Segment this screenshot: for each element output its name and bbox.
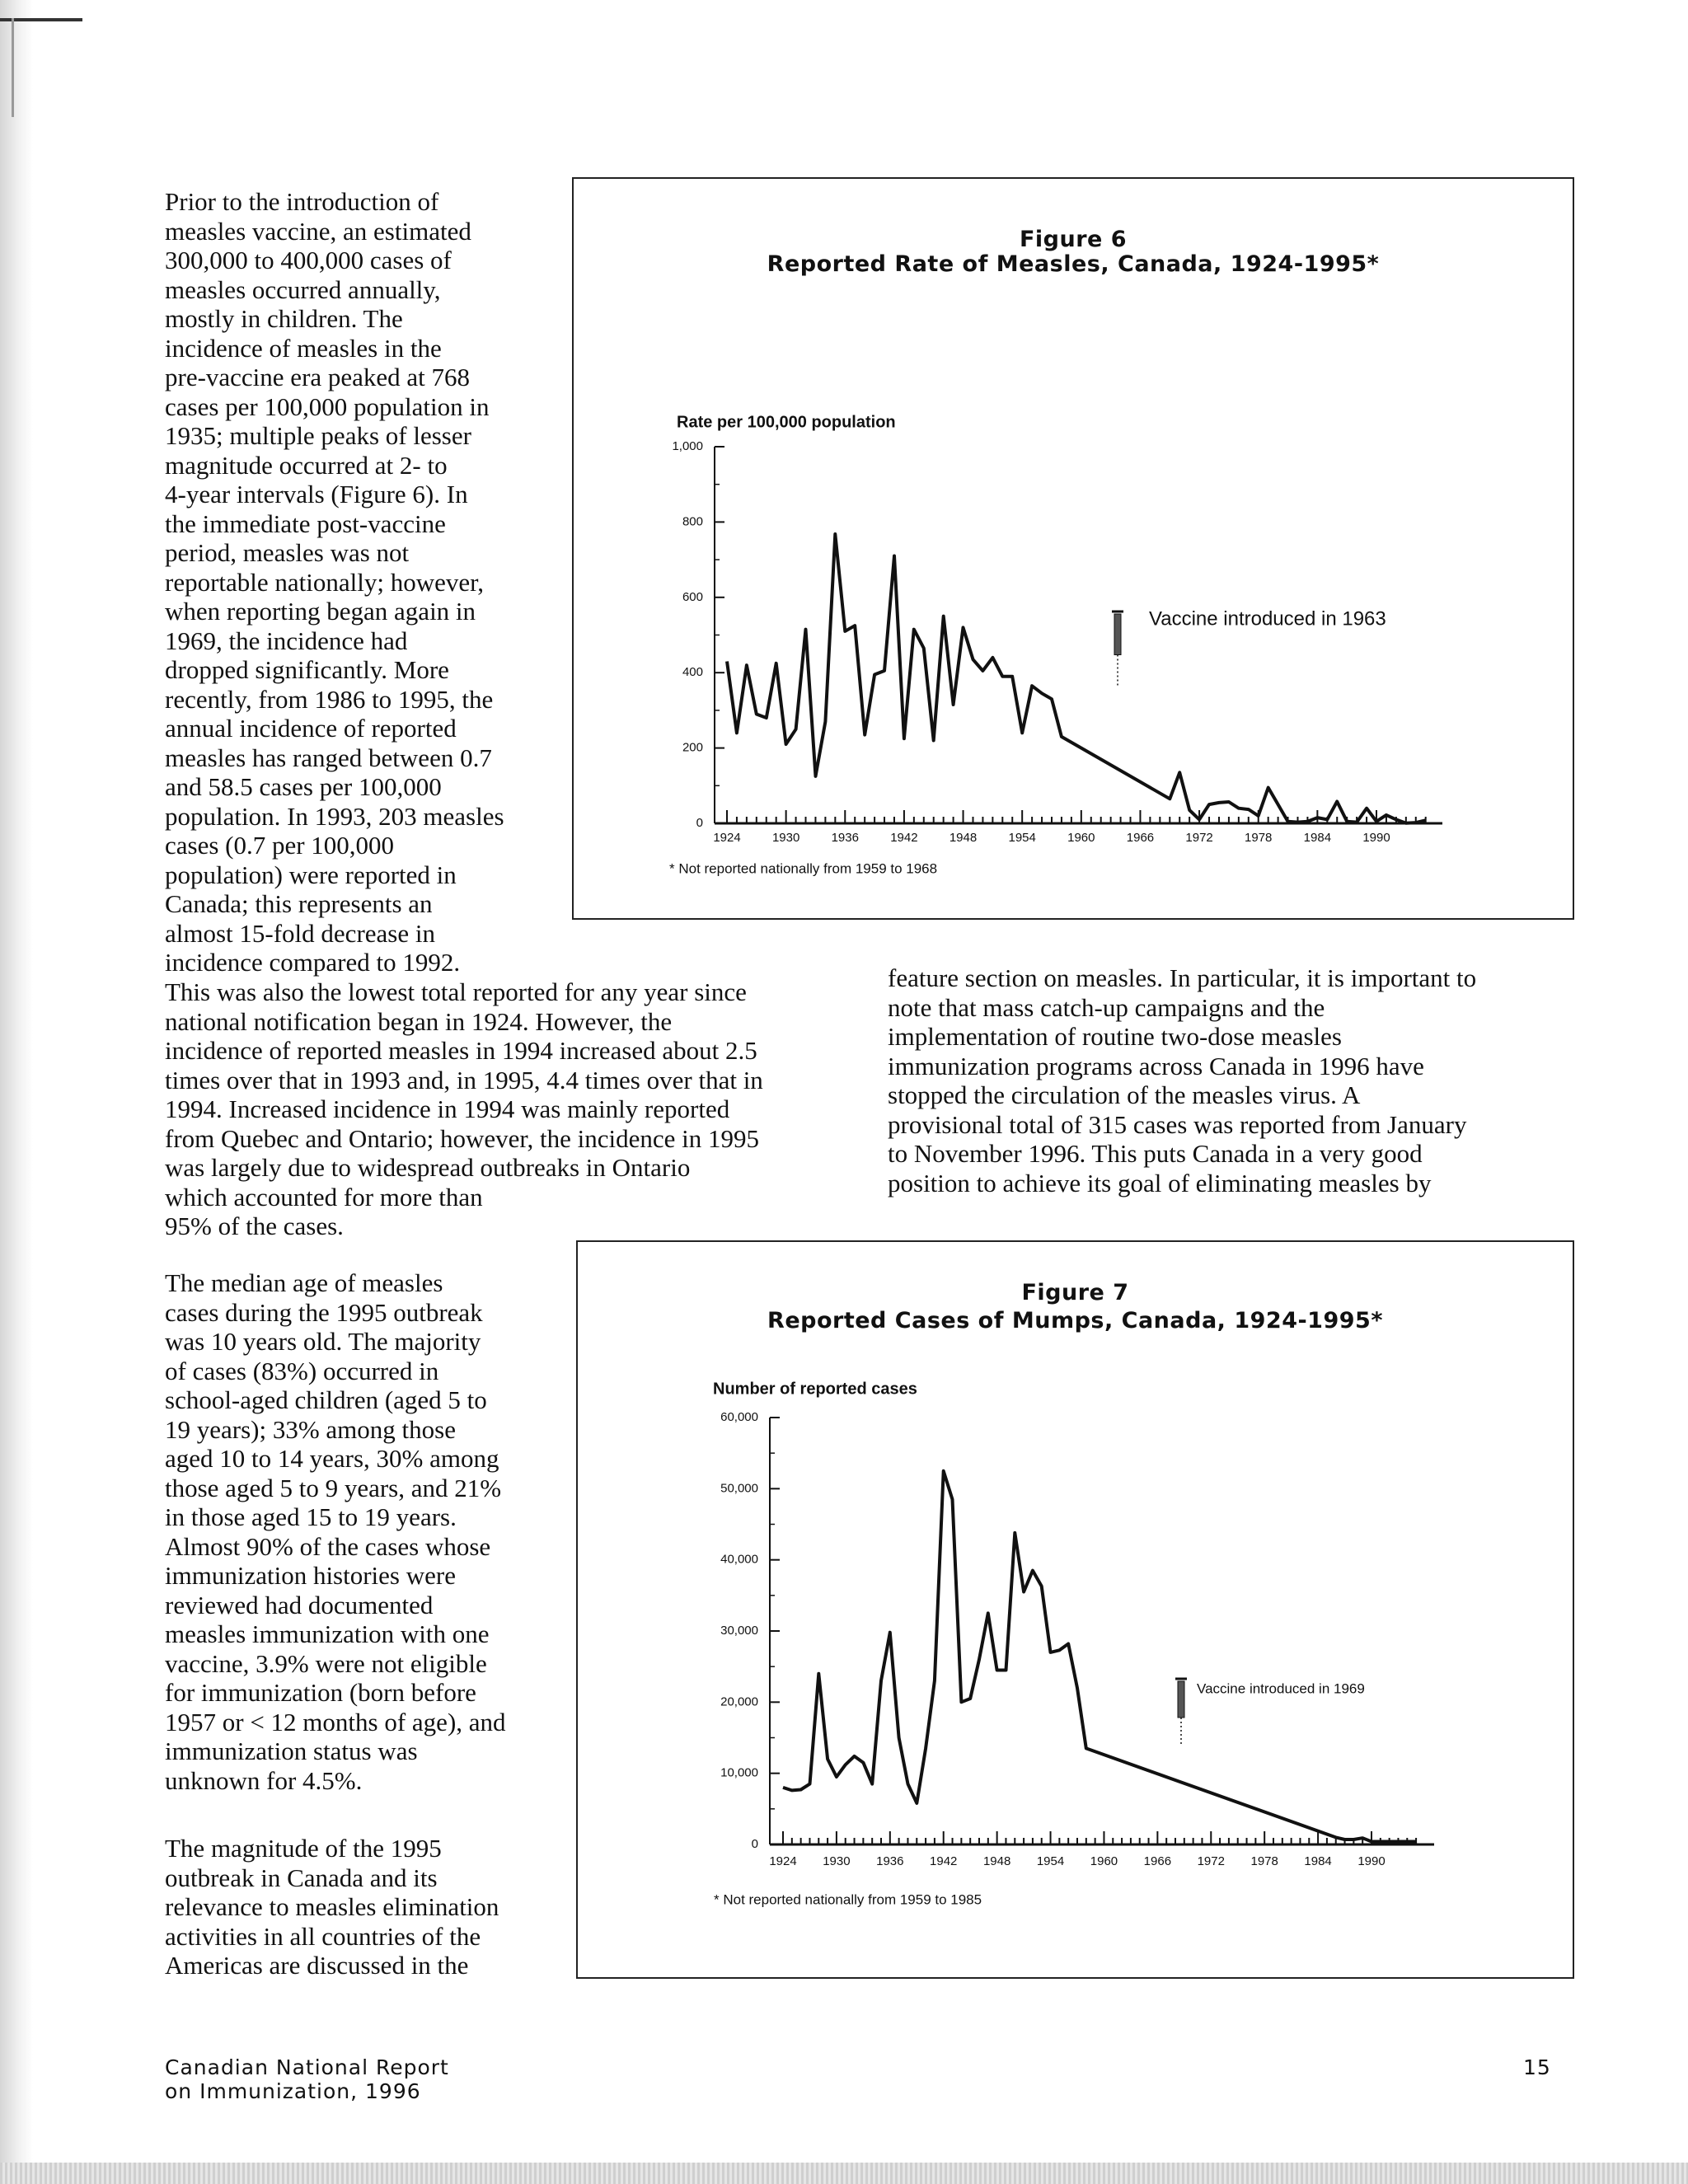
footer-publication-line2: on Immunization, 1996: [165, 2079, 421, 2103]
text-line: measles occurred annually,: [165, 274, 441, 304]
syringe-barrel: [1178, 1681, 1184, 1718]
syringe-icon: [1112, 612, 1123, 686]
text-line: when reporting began again in: [165, 597, 476, 626]
text-line: implementation of routine two-dose measles: [888, 1022, 1342, 1051]
x-tick-label: 1960: [1067, 830, 1095, 845]
text-line: measles immunization with one: [165, 1619, 490, 1648]
x-tick-label: 1966: [1143, 1854, 1172, 1868]
chart-footnote: * Not reported nationally from 1959 to 1985: [714, 1891, 982, 1908]
text-line: reportable nationally; however,: [165, 567, 484, 597]
y-axis-label: Rate per 100,000 population: [677, 413, 896, 432]
text-line: cases per 100,000 population in: [165, 391, 490, 421]
y-tick-label: 40,000: [720, 1552, 758, 1567]
y-axis-label: Number of reported cases: [713, 1380, 917, 1399]
text-line: pre-vaccine era peaked at 768: [165, 363, 471, 391]
x-tick-label: 1924: [769, 1854, 797, 1868]
text-line: measles has ranged between 0.7: [165, 743, 492, 772]
series-line: [783, 1471, 1416, 1842]
text-line: from Quebec and Ontario; however, the incidence in 1995: [165, 1123, 759, 1153]
text-line: 4-year intervals (Figure 6). In: [165, 480, 468, 509]
x-tick-label: 1984: [1303, 830, 1332, 845]
text-line: cases during the 1995 outbreak: [165, 1297, 483, 1327]
y-tick-label: 30,000: [720, 1623, 758, 1638]
syringe-icon: [1175, 1679, 1187, 1745]
footer-publication: [165, 2055, 449, 2103]
x-tick-label: 1978: [1245, 830, 1273, 845]
text-line: almost 15-fold decrease in: [165, 918, 435, 948]
x-tick-label: 1954: [1008, 830, 1036, 845]
text-line: school-aged children (aged 5 to: [165, 1385, 487, 1414]
x-tick-label: 1942: [890, 830, 918, 845]
x-tick-label: 1972: [1185, 830, 1213, 845]
text-line: Almost 90% of the cases whose: [165, 1531, 491, 1561]
text-line: 1935; multiple peaks of lesser: [165, 421, 471, 450]
text-line: to November 1996. This puts Canada in a very good: [888, 1139, 1423, 1168]
text-line: stopped the circulation of the measles virus. A: [888, 1080, 1361, 1109]
x-tick-label: 1984: [1304, 1854, 1332, 1868]
x-tick-label: 1930: [823, 1854, 851, 1868]
x-tick-label: 1924: [713, 830, 741, 845]
x-tick-label: 1948: [949, 830, 978, 845]
text-line: population) were reported in: [165, 860, 457, 889]
text-line: activities in all countries of the: [165, 1921, 481, 1951]
text-line: 1994. Increased incidence in 1994 was mainly reported: [165, 1094, 730, 1123]
text-line: for immunization (born before: [165, 1678, 476, 1707]
text-line: magnitude occurred at 2- to: [165, 450, 448, 480]
text-line: 1969, the incidence had: [165, 626, 408, 655]
y-tick-label: 800: [682, 514, 703, 529]
vaccine-annotation: Vaccine introduced in 1963: [1149, 607, 1386, 630]
text-line: The median age of measles: [165, 1268, 443, 1297]
page-number: 15: [1523, 2055, 1551, 2079]
chart-2: [713, 1380, 1434, 1907]
text-line: Prior to the introduction of: [165, 187, 439, 216]
x-tick-label: 1990: [1357, 1854, 1386, 1868]
text-line: immunization histories were: [165, 1561, 456, 1590]
chart-1: [669, 413, 1442, 876]
figure-7-label: Figure 7: [1021, 1280, 1129, 1305]
chart-footnote: * Not reported nationally from 1959 to 1968: [669, 860, 938, 877]
text-line: of cases (83%) occurred in: [165, 1356, 439, 1385]
text-line: mostly in children. The: [165, 304, 403, 333]
text-line: aged 10 to 14 years, 30% among: [165, 1444, 499, 1473]
y-tick-label: 200: [682, 740, 703, 755]
text-line: recently, from 1986 to 1995, the: [165, 684, 494, 714]
text-line: was largely due to widespread outbreaks in Ontario: [165, 1153, 691, 1182]
y-tick-label: 600: [682, 589, 703, 604]
text-line: times over that in 1993 and, in 1995, 4.4 times over that in: [165, 1065, 763, 1094]
y-tick-label: 1,000: [672, 438, 703, 453]
text-line: which accounted for more than: [165, 1182, 483, 1212]
text-line: the immediate post-vaccine: [165, 509, 446, 538]
x-tick-label: 1942: [930, 1854, 958, 1868]
text-line: The magnitude of the 1995: [165, 1834, 442, 1863]
footer-publication-line1: Canadian National Report: [165, 2055, 449, 2079]
x-tick-label: 1966: [1126, 830, 1155, 845]
x-tick-label: 1978: [1250, 1854, 1278, 1868]
text-line: cases (0.7 per 100,000: [165, 831, 395, 860]
text-line: feature section on measles. In particular, it is important to: [888, 963, 1477, 992]
text-line: incidence of reported measles in 1994 increased about 2.5: [165, 1036, 757, 1065]
syringe-barrel: [1114, 614, 1121, 655]
x-tick-label: 1948: [982, 1854, 1011, 1868]
text-line: Americas are discussed in the: [165, 1951, 469, 1980]
vaccine-annotation: Vaccine introduced in 1969: [1197, 1680, 1365, 1697]
text-line: immunization status was: [165, 1736, 418, 1765]
x-tick-label: 1936: [831, 830, 859, 845]
text-line: incidence of measles in the: [165, 333, 442, 363]
y-tick-label: 50,000: [720, 1481, 758, 1496]
text-line: period, measles was not: [165, 538, 410, 567]
text-line: provisional total of 315 cases was reported from January: [888, 1109, 1467, 1139]
text-line: measles vaccine, an estimated: [165, 216, 471, 246]
x-tick-label: 1936: [876, 1854, 904, 1868]
text-line: dropped significantly. More: [165, 655, 449, 684]
text-line: outbreak in Canada and its: [165, 1863, 438, 1892]
text-line: relevance to measles elimination: [165, 1892, 499, 1921]
y-tick-label: 400: [682, 665, 703, 680]
text-line: incidence compared to 1992.: [165, 948, 461, 977]
text-line: annual incidence of reported: [165, 714, 457, 743]
text-line: note that mass catch-up campaigns and the: [888, 992, 1325, 1022]
text-line: national notification began in 1924. However, the: [165, 1006, 673, 1036]
figure-7-title: Reported Cases of Mumps, Canada, 1924-1995*: [767, 1308, 1383, 1333]
text-line: in those aged 15 to 19 years.: [165, 1502, 457, 1531]
text-line: Canada; this represents an: [165, 889, 433, 918]
series-line: [727, 534, 1426, 823]
y-tick-label: 10,000: [720, 1765, 758, 1780]
text-line: 95% of the cases.: [165, 1212, 344, 1240]
x-tick-label: 1960: [1090, 1854, 1118, 1868]
text-line: was 10 years old. The majority: [165, 1327, 481, 1356]
text-line: unknown for 4.5%.: [165, 1765, 363, 1795]
text-line: 300,000 to 400,000 cases of: [165, 246, 452, 274]
y-tick-label: 20,000: [720, 1694, 758, 1709]
figure-6-label: Figure 6: [1019, 227, 1128, 252]
text-line: those aged 5 to 9 years, and 21%: [165, 1473, 502, 1502]
x-tick-label: 1954: [1036, 1854, 1065, 1868]
text-line: This was also the lowest total reported for any year since: [165, 977, 747, 1006]
text-line: reviewed had documented: [165, 1590, 434, 1619]
x-tick-label: 1930: [771, 830, 800, 845]
x-tick-label: 1972: [1197, 1854, 1225, 1868]
text-line: and 58.5 cases per 100,000: [165, 772, 442, 801]
x-tick-label: 1990: [1362, 830, 1390, 845]
y-tick-label: 0: [696, 815, 703, 830]
y-tick-label: 0: [751, 1836, 758, 1851]
text-line: vaccine, 3.9% were not eligible: [165, 1648, 487, 1678]
y-tick-label: 60,000: [720, 1409, 758, 1424]
text-line: immunization programs across Canada in 1996 have: [888, 1051, 1424, 1080]
figure-6-title: Reported Rate of Measles, Canada, 1924-1995*: [767, 251, 1380, 277]
text-line: population. In 1993, 203 measles: [165, 801, 504, 831]
text-line: position to achieve its goal of eliminating measles by: [888, 1168, 1432, 1197]
text-line: 19 years); 33% among those: [165, 1414, 456, 1444]
text-line: 1957 or < 12 months of age), and: [165, 1707, 506, 1736]
